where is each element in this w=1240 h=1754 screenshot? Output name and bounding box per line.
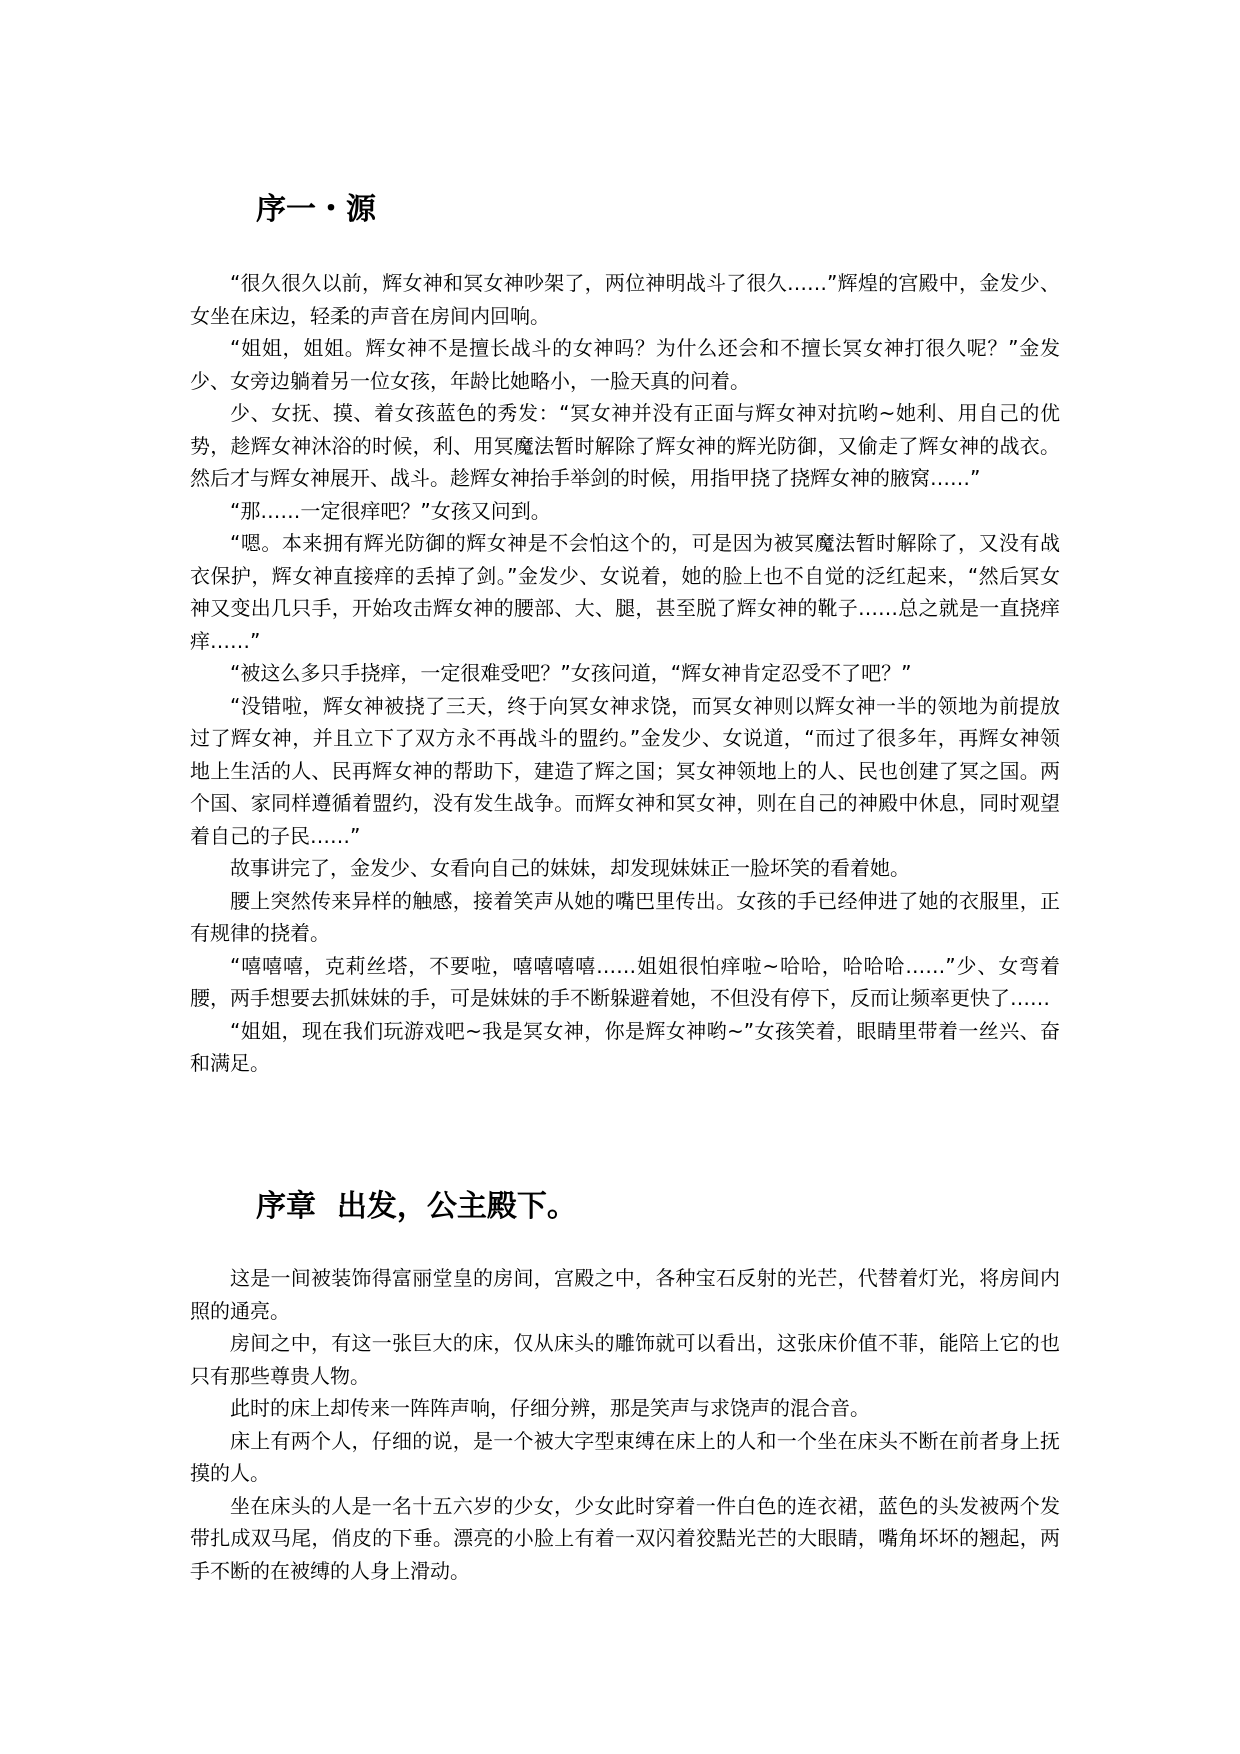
paragraph: 坐在床头的人是一名十五六岁的少女，少女此时穿着一件白色的连衣裙，蓝色的头发被两个发带扎成双马尾，俏皮的下垂。漂亮的小脸上有着一双闪着狡黠光芒的大眼睛，嘴角坏坏的翘起，两手不断的在被缚的人身上滑动。 <box>190 1493 1060 1583</box>
paragraph: “姐姐，现在我们玩游戏吧~我是冥女神，你是辉女神哟~”女孩笑着，眼睛里带着一丝兴、奋和满足。 <box>190 1018 1060 1075</box>
paragraph: “那……一定很痒吧？”女孩又问到。 <box>230 498 551 523</box>
paragraph: “没错啦，辉女神被挠了三天，终于向冥女神求饶，而冥女神则以辉女神一半的领地为前提放过了辉女神，并且立下了双方永不再战斗的盟约。”金发少、女说道，“而过了很多年，再辉女神领地上生活的人、民再辉女神的帮助下，建造了辉之国；冥女神领地上的人、民也创建了冥之国。两个国、家同样遵循着盟约，没有发生战争。而辉女神和冥女神，则在自己的神殿中休息，同时观望着自己的子民……” <box>190 693 1060 848</box>
chapter-heading-prologue-one: 序一・源 <box>256 192 376 227</box>
paragraph: 故事讲完了，金发少、女看向自己的妹妹，却发现妹妹正一脸坏笑的看着她。 <box>230 856 910 880</box>
paragraph: 房间之中，有这一张巨大的床，仅从床头的雕饰就可以看出，这张床价值不菲，能陪上它的也只有那些尊贵人物。 <box>190 1331 1060 1388</box>
paragraph: “很久很久以前，辉女神和冥女神吵架了，两位神明战斗了很久……”辉煌的宫殿中，金发少、女坐在床边，轻柔的声音在房间内回响。 <box>190 271 1060 328</box>
paragraph: “被这么多只手挠痒，一定很难受吧？”女孩问道，“辉女神肯定忍受不了吧？” <box>230 661 912 685</box>
paragraph: “嗯。本来拥有辉光防御的辉女神是不会怕这个的，可是因为被冥魔法暂时解除了，又没有战衣保护，辉女神直接痒的丢掉了剑。”金发少、女说着，她的脸上也不自觉的泛红起来，“然后冥女神又变出几只手，开始攻击辉女神的腰部、大、腿，甚至脱了辉女神的靴子……总之就是一直挠痒痒……” <box>190 531 1060 653</box>
section-prologue-chapter <box>190 1262 1060 1587</box>
paragraph: 这是一间被装饰得富丽堂皇的房间，宫殿之中，各种宝石反射的光芒，代替着灯光，将房间内照的通亮。 <box>190 1266 1060 1323</box>
paragraph: “嘻嘻嘻，克莉丝塔，不要啦，嘻嘻嘻嘻……姐姐很怕痒啦~哈哈，哈哈哈……”少、女弯着腰，两手想要去抓妹妹的手，可是妹妹的手不断躲避着她，不但没有停下，反而让频率更快了…… <box>190 953 1060 1010</box>
chapter-heading-prologue-chapter: 序章 出发，公主殿下。 <box>256 1189 577 1224</box>
paragraph: 腰上突然传来异样的触感，接着笑声从她的嘴巴里传出。女孩的手已经伸进了她的衣服里，正有规律的挠着。 <box>190 888 1060 945</box>
paragraph: 此时的床上却传来一阵阵声响，仔细分辨，那是笑声与求饶声的混合音。 <box>230 1396 870 1420</box>
paragraph: “姐姐，姐姐。辉女神不是擅长战斗的女神吗？为什么还会和不擅长冥女神打很久呢？”金发少、女旁边躺着另一位女孩，年龄比她略小，一脸天真的问着。 <box>190 336 1060 393</box>
section-prologue-one <box>190 267 1060 1080</box>
paragraph: 床上有两个人，仔细的说，是一个被大字型束缚在床上的人和一个坐在床头不断在前者身上抚摸的人。 <box>190 1428 1060 1485</box>
paragraph: 少、女抚、摸、着女孩蓝色的秀发：“冥女神并没有正面与辉女神对抗哟~她利、用自己的优势，趁辉女神沐浴的时候，利、用冥魔法暂时解除了辉女神的辉光防御，又偷走了辉女神的战衣。然后才与辉女神展开、战斗。趁辉女神抬手举剑的时候，用指甲挠了挠辉女神的腋窝……” <box>190 401 1060 490</box>
